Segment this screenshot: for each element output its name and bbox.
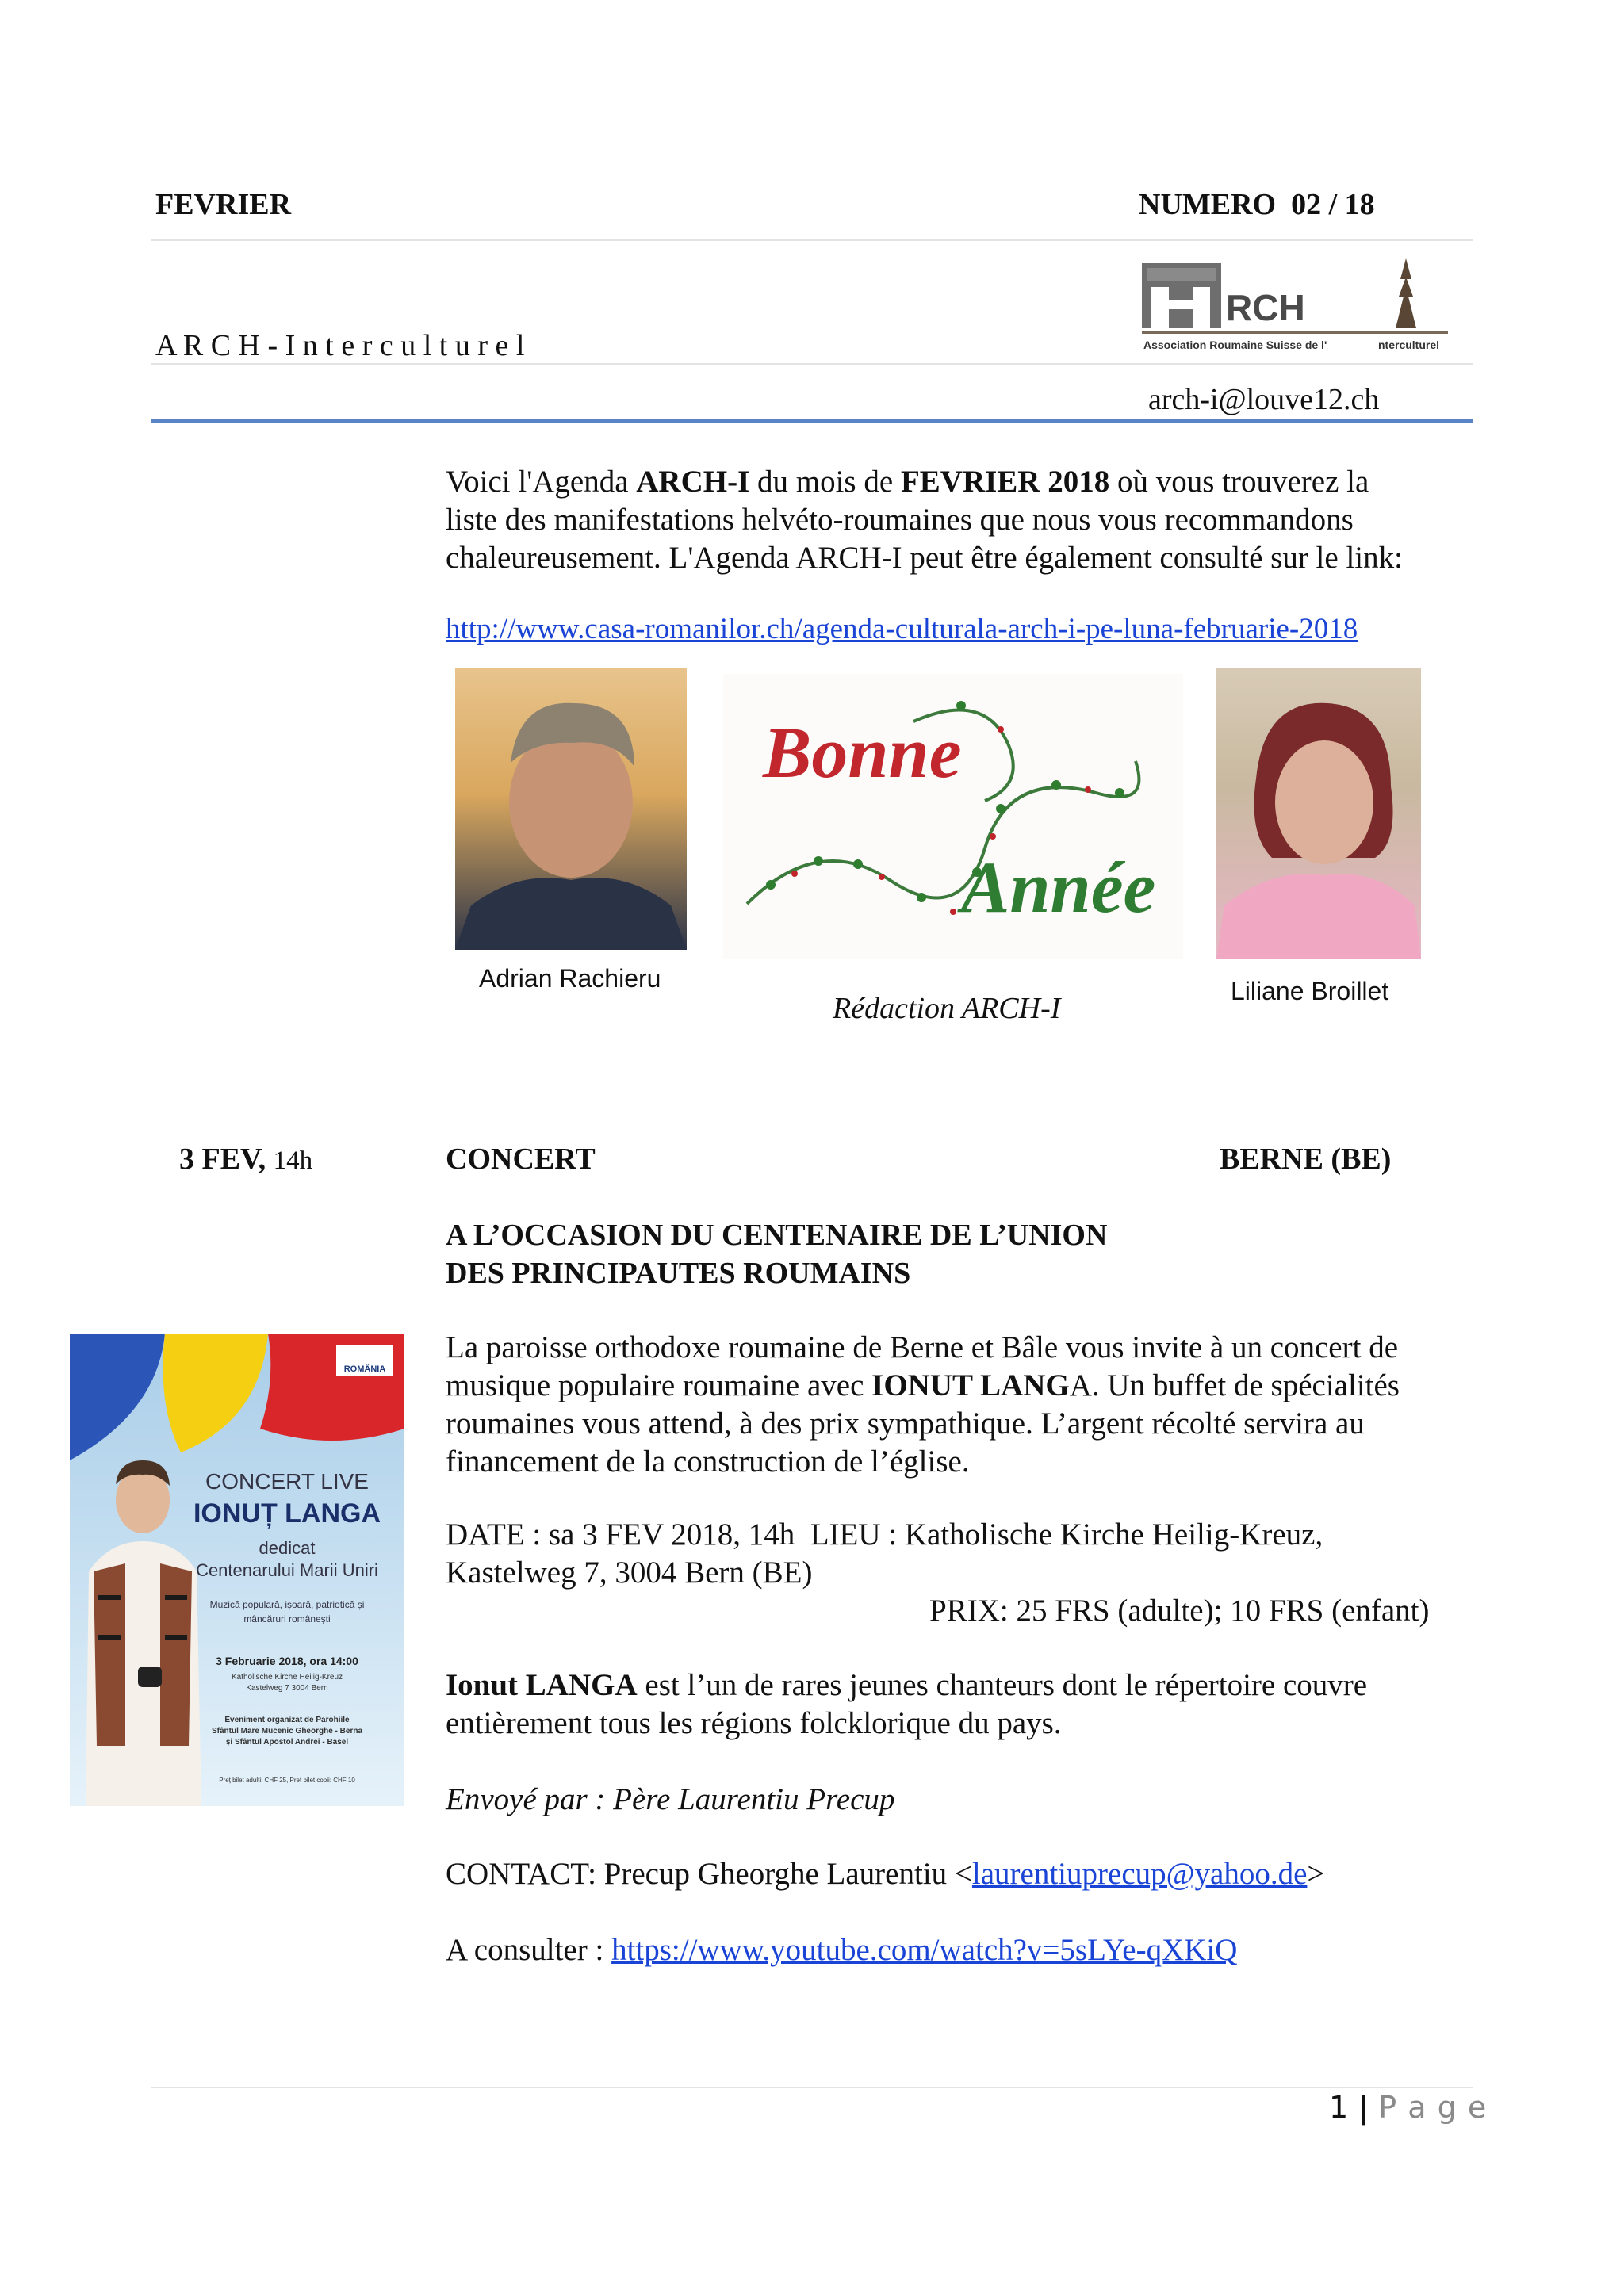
arch-logo bbox=[1140, 255, 1450, 358]
svg-text:CONCERT LIVE: CONCERT LIVE bbox=[205, 1469, 369, 1494]
liliane-photo bbox=[1216, 668, 1421, 959]
page-number: 1 bbox=[1329, 2090, 1349, 2125]
svg-text:RCH: RCH bbox=[1226, 287, 1305, 328]
event-desc-line-4: financement de la construction de l’église. bbox=[446, 1445, 970, 1479]
header-divider-middle bbox=[151, 363, 1473, 365]
event-details bbox=[446, 1516, 1484, 1592]
event-date: 3 FEV, 14h bbox=[179, 1142, 313, 1176]
svg-text:Eveniment organizat de Parohii: Eveniment organizat de Parohiile bbox=[224, 1716, 350, 1724]
page-separator: | bbox=[1358, 2090, 1369, 2125]
svg-text:dedicat: dedicat bbox=[259, 1538, 316, 1558]
svg-text:Preț bilet adulți: CHF 25, Pre: Preț bilet adulți: CHF 25, Preț bilet copii: CHF 10 bbox=[219, 1777, 355, 1784]
liliane-caption: Liliane Broillet bbox=[1231, 977, 1389, 1005]
event-city: BERNE (BE) bbox=[1220, 1142, 1392, 1176]
event-title-line-1: A L’OCCASION DU CENTENAIRE DE L’UNION bbox=[446, 1219, 1108, 1252]
event-title bbox=[446, 1216, 1107, 1292]
svg-text:mâncăruri românești: mâncăruri românești bbox=[243, 1613, 331, 1624]
contact-line: CONTACT: Precup Gheorghe Laurentiu <laurentiuprecup@yahoo.de> bbox=[446, 1857, 1325, 1891]
intro-line-2: liste des manifestations helvéto-roumaines que nous vous recommandons bbox=[446, 503, 1354, 537]
event-desc-line-1: La paroisse orthodoxe roumaine de Berne et Bâle vous invite à un concert de bbox=[446, 1330, 1399, 1364]
header-divider-blue bbox=[151, 419, 1473, 423]
svg-text:Kastelweg 7 3004 Bern: Kastelweg 7 3004 Bern bbox=[246, 1684, 328, 1693]
svg-text:nterculturel: nterculturel bbox=[1378, 339, 1440, 351]
header-divider-top bbox=[151, 239, 1473, 241]
event-description bbox=[446, 1329, 1484, 1481]
portrait-man-image bbox=[455, 668, 687, 950]
adrian-caption: Adrian Rachieru bbox=[479, 964, 661, 993]
adrian-photo bbox=[455, 668, 687, 950]
footer-divider bbox=[151, 2087, 1473, 2088]
event-price: PRIX: 25 FRS (adulte); 10 FRS (enfant) bbox=[929, 1594, 1430, 1628]
concert-poster-image bbox=[70, 1334, 404, 1806]
sender-line: Envoyé par : Père Laurentiu Precup bbox=[446, 1782, 895, 1816]
svg-text:Association Roumaine Suisse de: Association Roumaine Suisse de l' bbox=[1143, 339, 1327, 351]
org-name: A R C H - I n t e r c u l t u r e l bbox=[155, 329, 525, 362]
intro-line-3: chaleureusement. L'Agenda ARCH-I peut être également consulté sur le link: bbox=[446, 541, 1403, 575]
svg-text:Sfântul Mare Mucenic Gheorghe: Sfântul Mare Mucenic Gheorghe - Berna bbox=[211, 1727, 363, 1735]
portrait-woman-image bbox=[1216, 668, 1421, 959]
svg-text:IONUȚ LANGA: IONUȚ LANGA bbox=[193, 1498, 381, 1529]
agenda-link[interactable]: http://www.casa-romanilor.ch/agenda-culturala-arch-i-pe-luna-februarie-2018 bbox=[446, 613, 1358, 645]
consult-line: A consulter : https://www.youtube.com/watch?v=5sLYe-qXKiQ bbox=[446, 1933, 1238, 1967]
month-label: FEVRIER bbox=[155, 188, 292, 221]
svg-text:Muzică populară, ișoară, patri: Muzică populară, ișoară, patriotică și bbox=[209, 1599, 365, 1610]
svg-text:Centenarului Marii Uniri: Centenarului Marii Uniri bbox=[196, 1560, 378, 1580]
page-footer bbox=[1329, 2090, 1487, 2125]
svg-text:Année: Année bbox=[961, 847, 1156, 928]
event-type: CONCERT bbox=[446, 1142, 596, 1176]
greeting-image bbox=[723, 674, 1183, 959]
artist-bio-line-1: Ionut LANGA est l’un de rares jeunes chanteurs dont le répertoire couvre bbox=[446, 1668, 1368, 1702]
artist-bio bbox=[446, 1667, 1484, 1743]
issue-number: NUMERO 02 / 18 bbox=[1139, 188, 1375, 221]
contact-email: arch-i@louve12.ch bbox=[1148, 383, 1380, 416]
intro-line-1: Voici l'Agenda ARCH-I du mois de FEVRIER 2018 où vous trouverez la bbox=[446, 465, 1369, 499]
event-desc-line-3: roumaines vous attend, à des prix sympathique. L’argent récolté servira au bbox=[446, 1406, 1365, 1441]
svg-text:și Sfântul Apostol Andrei - Ba: și Sfântul Apostol Andrei - Basel bbox=[225, 1738, 349, 1747]
event-date-line: DATE : sa 3 FEV 2018, 14h LIEU : Katholische Kirche Heilig-Kreuz, bbox=[446, 1517, 1323, 1552]
page-word: P a g e bbox=[1378, 2090, 1488, 2125]
event-desc-line-2: musique populaire roumaine avec IONUT LANGA. Un buffet de spécialités bbox=[446, 1368, 1400, 1402]
svg-text:3 Februarie 2018, ora 14:00: 3 Februarie 2018, ora 14:00 bbox=[216, 1655, 358, 1667]
svg-text:Bonne: Bonne bbox=[763, 712, 962, 793]
intro-paragraph bbox=[446, 463, 1469, 577]
event-time: 14h bbox=[273, 1146, 313, 1175]
contact-email-link[interactable]: laurentiuprecup@yahoo.de bbox=[971, 1857, 1308, 1891]
bonne-annee-image bbox=[723, 674, 1183, 959]
svg-text:Katholische Kirche Heilig-Kreu: Katholische Kirche Heilig-Kreuz bbox=[231, 1673, 343, 1682]
youtube-link[interactable]: https://www.youtube.com/watch?v=5sLYe-qXKiQ bbox=[611, 1933, 1238, 1967]
arch-logo-icon bbox=[1140, 255, 1450, 358]
artist-bio-line-2: entièrement tous les régions folcklorique du pays. bbox=[446, 1706, 1062, 1740]
redaction-caption: Rédaction ARCH-I bbox=[833, 992, 1061, 1025]
event-title-line-2: DES PRINCIPAUTES ROUMAINS bbox=[446, 1257, 911, 1290]
concert-poster bbox=[70, 1334, 404, 1806]
event-address-line: Kastelweg 7, 3004 Bern (BE) bbox=[446, 1556, 813, 1590]
svg-text:ROMÂNIA: ROMÂNIA bbox=[343, 1364, 386, 1374]
